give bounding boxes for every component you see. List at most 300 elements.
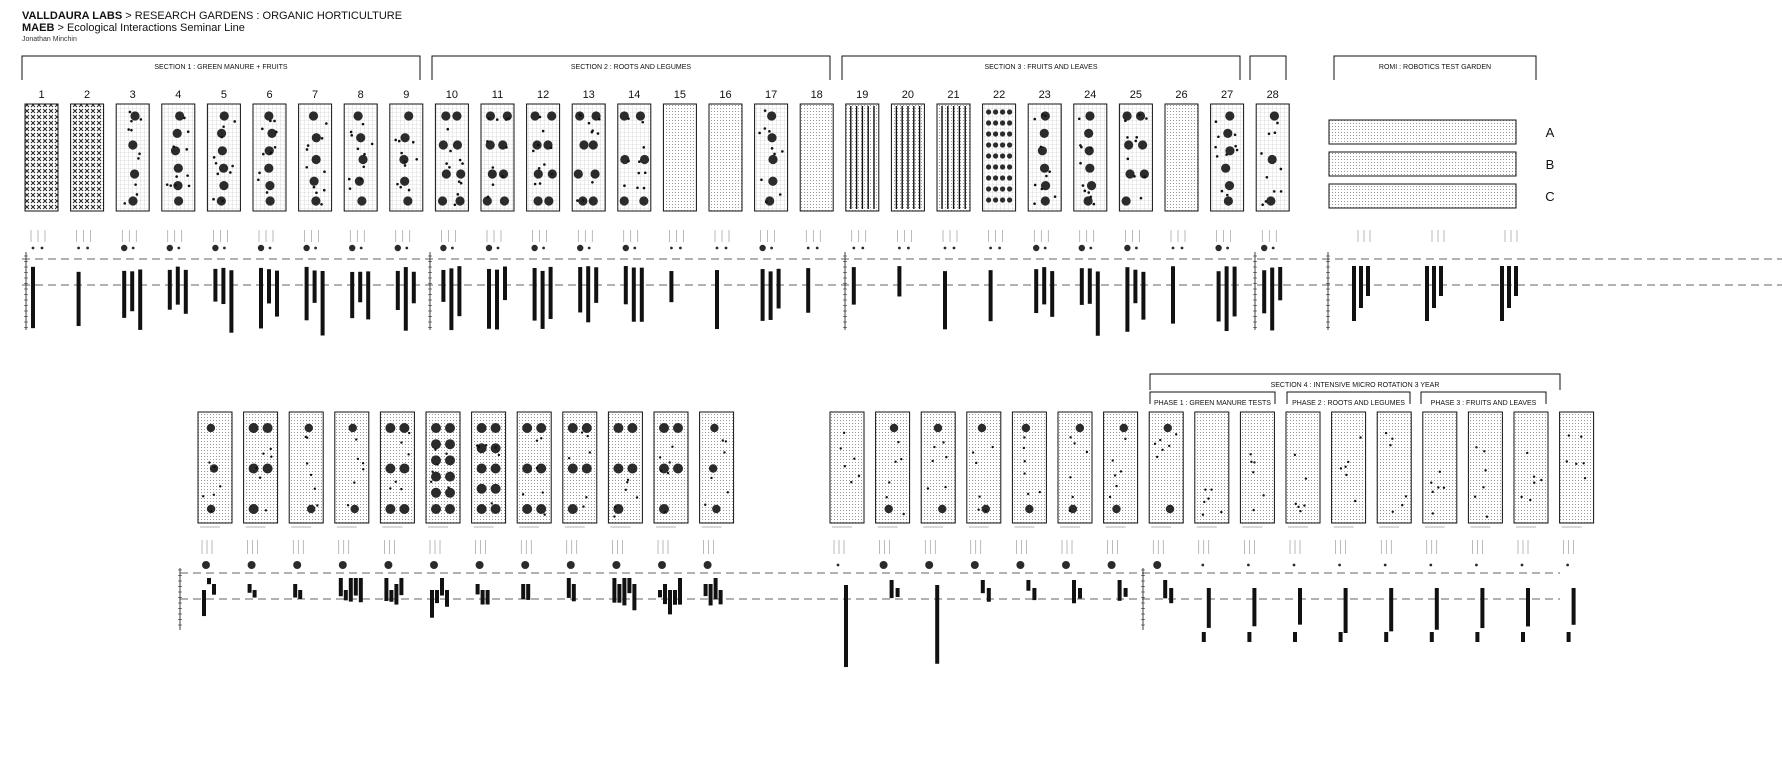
plant-dot <box>445 504 455 514</box>
interaction-bar <box>844 585 848 667</box>
interaction-bar <box>935 585 939 664</box>
legend-dot <box>1475 564 1478 567</box>
plot-bed <box>1286 412 1320 523</box>
plant-dot <box>1000 197 1005 202</box>
seedling-dot <box>1405 495 1407 497</box>
plot-25 <box>1119 89 1152 251</box>
seedling-dot <box>1584 477 1586 479</box>
seedling-dot <box>269 120 272 123</box>
interaction-bar <box>1278 267 1282 300</box>
seedling-dot <box>542 491 544 493</box>
plant-dot <box>210 464 218 472</box>
legend-dot <box>1181 247 1184 250</box>
plot-number: 9 <box>403 89 410 101</box>
plant-dot <box>1022 424 1030 432</box>
interaction-bar <box>1233 267 1237 317</box>
seedling-dot <box>643 187 646 190</box>
plot-number: 11 <box>491 89 504 101</box>
legend-dot <box>430 561 438 569</box>
plot-27 <box>1211 89 1244 251</box>
program-name: MAEB <box>22 22 55 34</box>
interaction-bar <box>130 271 134 311</box>
plot-number: 24 <box>1084 89 1097 101</box>
plot-24 <box>1074 89 1107 251</box>
seedling-dot <box>454 203 457 206</box>
plant-dot <box>1268 155 1277 164</box>
seedling-dot <box>671 446 673 448</box>
plot-26 <box>1165 89 1198 249</box>
seedling-dot <box>323 189 326 192</box>
plant-dot <box>1041 196 1050 205</box>
seedling-dot <box>487 196 490 199</box>
plant-dot <box>1084 129 1093 138</box>
section-top-5-label: ROMI : ROBOTICS TEST GARDEN <box>1378 64 1492 71</box>
interaction-bar <box>1247 632 1251 642</box>
legend-dot <box>349 245 355 251</box>
seedling-dot <box>399 186 402 189</box>
seedling-dot <box>434 449 436 451</box>
interaction-bar <box>31 267 35 328</box>
interaction-bar <box>1344 588 1348 633</box>
row-label-a: A <box>1545 125 1555 140</box>
seedling-dot <box>496 118 499 121</box>
legend-dot <box>1172 247 1175 250</box>
plant-dot <box>357 196 366 205</box>
seedling-dot <box>614 506 616 508</box>
interaction-bar <box>486 590 490 605</box>
interaction-bar <box>1207 588 1211 628</box>
plant-dot <box>1112 505 1120 513</box>
interaction-bar <box>709 584 713 605</box>
plot-bed <box>435 104 468 211</box>
plant-dot <box>1266 196 1275 205</box>
seedling-dot <box>130 129 133 132</box>
seedling-dot <box>315 191 318 194</box>
plant-dot <box>349 424 357 432</box>
seedling-dot <box>1112 459 1114 461</box>
plot-10 <box>435 89 468 251</box>
plant-dot <box>993 186 998 191</box>
interaction-bar <box>1072 580 1076 603</box>
seedling-dot <box>404 164 407 167</box>
plot-number: 21 <box>947 89 960 101</box>
program-separator: > <box>54 22 67 34</box>
seedling-dot <box>538 167 541 170</box>
interaction-bar <box>549 267 553 319</box>
interaction-bar <box>1526 588 1530 626</box>
breadcrumb-path: RESEARCH GARDENS : ORGANIC HORTICULTURE <box>134 10 403 22</box>
legend-dot <box>269 247 272 250</box>
seedling-dot <box>1161 449 1163 451</box>
plot-bed <box>800 104 833 211</box>
seedling-dot <box>1069 476 1071 478</box>
plant-dot <box>620 155 629 164</box>
interaction-bar <box>1096 271 1100 335</box>
interaction-bar <box>440 578 444 596</box>
plant-dot <box>1122 196 1131 205</box>
plot-number: 26 <box>1175 89 1188 101</box>
row-label-c: C <box>1545 189 1555 204</box>
interaction-bar <box>1293 632 1297 642</box>
legend-dot <box>925 561 933 569</box>
plant-dot <box>993 175 998 180</box>
legend-dot <box>202 561 210 569</box>
seedling-dot <box>314 488 316 490</box>
seedling-dot <box>213 466 215 468</box>
seedling-dot <box>400 488 402 490</box>
legend-dot <box>716 247 719 250</box>
plant-dot <box>385 464 395 474</box>
interaction-bar <box>1567 632 1571 642</box>
seedling-dot <box>459 159 462 162</box>
legend-dot <box>1124 245 1130 251</box>
interaction-bar <box>441 270 445 302</box>
interaction-bar <box>253 590 257 598</box>
seedling-dot <box>1580 435 1582 437</box>
phase-3-label: PHASE 3 : FRUITS AND LEAVES <box>1430 400 1537 407</box>
seedling-dot <box>357 147 360 150</box>
seedling-dot <box>127 128 130 131</box>
path-separator: > <box>122 10 135 22</box>
seedling-dot <box>172 145 175 148</box>
interaction-bar <box>1339 632 1343 642</box>
legend-dot <box>567 561 575 569</box>
plot-bottom-right-15 <box>1468 412 1502 566</box>
seedling-dot <box>187 130 190 133</box>
plant-dot <box>431 472 441 482</box>
seedling-dot <box>1040 146 1043 149</box>
seedling-dot <box>389 487 391 489</box>
legend-dot <box>1153 561 1161 569</box>
plant-dot <box>986 142 991 147</box>
phase-2-label: PHASE 2 : ROOTS AND LEGUMES <box>1292 400 1405 407</box>
interaction-bar <box>1042 267 1046 304</box>
legend-dot <box>759 245 765 251</box>
seedling-dot <box>1109 496 1111 498</box>
interaction-bar <box>1169 588 1173 603</box>
seedling-dot <box>398 140 401 143</box>
plot-bottom-right-7 <box>1104 412 1138 569</box>
plant-dot <box>500 196 509 205</box>
seedling-dot <box>1575 463 1577 465</box>
interaction-bar <box>1389 588 1393 631</box>
seedling-dot <box>1401 504 1403 506</box>
bottom-plot-row <box>198 412 1594 569</box>
seedling-dot <box>900 458 902 460</box>
plot-23 <box>1028 89 1061 251</box>
seedling-dot <box>544 513 546 515</box>
seedling-dot <box>1354 500 1356 502</box>
plot-bottom-right-11 <box>1286 412 1320 566</box>
legend-dot <box>1079 245 1085 251</box>
seedling-dot <box>550 146 553 149</box>
seedling-dot <box>1034 184 1037 187</box>
seedling-dot <box>394 139 397 142</box>
interaction-bar <box>212 584 216 595</box>
seedling-dot <box>1347 461 1349 463</box>
plot-bed <box>71 104 104 211</box>
plant-dot <box>938 505 946 513</box>
seedling-dot <box>933 446 935 448</box>
interaction-bar <box>632 584 636 610</box>
legend-dot <box>476 561 484 569</box>
legend-dot <box>588 247 591 250</box>
plot-bed <box>830 412 864 523</box>
interaction-bar <box>248 584 252 593</box>
plot-1 <box>25 89 58 249</box>
seedling-dot <box>1482 486 1484 488</box>
seedling-dot <box>1027 493 1029 495</box>
interaction-bar <box>1514 266 1518 296</box>
plant-dot <box>590 169 599 178</box>
seedling-dot <box>931 460 933 462</box>
interaction-bar <box>1384 632 1388 642</box>
seedling-dot <box>844 465 846 467</box>
seedling-dot <box>1054 195 1057 198</box>
plant-dot <box>1000 120 1005 125</box>
legend-dot <box>944 247 947 250</box>
plant-dot <box>431 504 441 514</box>
legend-dot <box>670 247 673 250</box>
plot-11 <box>481 89 514 251</box>
interaction-bar <box>457 266 461 316</box>
plant-dot <box>1007 120 1012 125</box>
legend-dot <box>1108 561 1116 569</box>
interaction-bar <box>669 271 673 302</box>
seedling-dot <box>1127 158 1130 161</box>
plot-bed <box>1423 412 1457 523</box>
plant-dot <box>438 196 447 205</box>
seedling-dot <box>537 144 540 147</box>
seedling-dot <box>1236 149 1239 152</box>
interaction-bar <box>612 578 616 603</box>
seedling-dot <box>1154 443 1156 445</box>
seedling-dot <box>360 178 363 181</box>
seedling-dot <box>725 440 727 442</box>
plot-bottom-right-4 <box>967 412 1001 569</box>
seedling-dot <box>1566 460 1568 462</box>
interaction-bar <box>719 590 723 604</box>
plant-dot <box>986 186 991 191</box>
seedling-dot <box>274 146 277 149</box>
plant-dot <box>1007 131 1012 136</box>
seedling-dot <box>445 453 447 455</box>
plot-bottom-right-14 <box>1423 412 1457 566</box>
interaction-bar <box>533 268 537 321</box>
interaction-bar <box>594 267 598 303</box>
seedling-dot <box>491 502 493 504</box>
seedling-dot <box>1486 516 1488 518</box>
plant-dot <box>712 505 720 513</box>
seedling-dot <box>445 162 448 165</box>
legend-dot <box>1293 564 1296 567</box>
seedling-dot <box>363 153 366 156</box>
top-section-brackets <box>22 56 1536 80</box>
plant-dot <box>993 197 998 202</box>
row-label-b: B <box>1545 157 1555 172</box>
seedling-dot <box>1215 120 1218 123</box>
interaction-bar <box>1359 266 1363 308</box>
interaction-bar <box>396 271 400 310</box>
plant-dot <box>522 423 532 433</box>
plot-14 <box>618 89 651 251</box>
seedling-dot <box>138 152 141 155</box>
interaction-bar <box>344 590 348 600</box>
plant-dot <box>1007 164 1012 169</box>
seedling-dot <box>1041 113 1044 116</box>
plant-dot <box>1040 129 1049 138</box>
plot-number: 28 <box>1266 89 1279 101</box>
seedling-dot <box>348 178 351 181</box>
plant-dot <box>1007 186 1012 191</box>
seedling-dot <box>447 486 449 488</box>
seedling-dot <box>710 477 712 479</box>
plot-bottom-left-3 <box>289 412 323 569</box>
seedling-dot <box>257 178 260 181</box>
plot-bottom-right-1 <box>830 412 864 566</box>
section-top-2-label: SECTION 2 : ROOTS AND LEGUMES <box>570 64 692 71</box>
plant-dot <box>986 153 991 158</box>
seedling-dot <box>1202 514 1204 516</box>
seedling-dot <box>355 438 357 440</box>
seedling-dot <box>350 131 353 134</box>
legend-dot <box>1016 561 1024 569</box>
legend-dot <box>77 247 80 250</box>
seedling-dot <box>1439 471 1441 473</box>
legend-dot <box>339 561 347 569</box>
seedling-dot <box>505 118 508 121</box>
seedling-dot <box>840 447 842 449</box>
plot-21 <box>937 89 970 249</box>
seedling-dot <box>1225 153 1228 156</box>
seedling-dot <box>136 193 139 196</box>
plot-28 <box>1256 89 1289 251</box>
plant-dot <box>174 196 183 205</box>
plant-dot <box>266 196 275 205</box>
interaction-bar <box>714 578 718 599</box>
plot-number: 1 <box>38 89 45 101</box>
seedling-dot <box>1252 471 1254 473</box>
legend-dot <box>542 247 545 250</box>
plot-number: 14 <box>628 89 641 101</box>
legend-dot <box>679 247 682 250</box>
plant-dot <box>128 196 137 205</box>
seedling-dot <box>626 481 628 483</box>
seedling-dot <box>436 463 438 465</box>
seedling-dot <box>1069 510 1071 512</box>
plant-dot <box>582 423 592 433</box>
interaction-bar <box>358 272 362 303</box>
interaction-bar <box>1500 266 1504 321</box>
seedling-dot <box>270 448 272 450</box>
seedling-dot <box>1204 488 1206 490</box>
seedling-dot <box>1159 439 1161 441</box>
seedling-dot <box>140 118 143 121</box>
plant-dot <box>307 505 315 513</box>
seedling-dot <box>1234 133 1237 136</box>
plant-dot <box>884 505 892 513</box>
seedling-dot <box>320 203 323 206</box>
seedling-dot <box>1533 482 1535 484</box>
interaction-bar <box>1032 588 1036 600</box>
seedling-dot <box>591 181 594 184</box>
interaction-bar <box>1225 266 1229 331</box>
interaction-bar <box>293 584 297 598</box>
plant-dot <box>986 175 991 180</box>
plot-bottom-left-1 <box>198 412 232 569</box>
plant-dot <box>659 464 669 474</box>
interaction-bar <box>617 584 621 603</box>
interaction-bar <box>704 584 708 596</box>
plot-bed <box>1165 104 1198 211</box>
seedling-dot <box>498 454 500 456</box>
seedling-dot <box>781 150 784 153</box>
interaction-bar <box>586 266 590 322</box>
seedling-dot <box>233 120 236 123</box>
seedling-dot <box>858 475 860 477</box>
seedling-dot <box>582 199 585 202</box>
seedling-dot <box>362 166 365 169</box>
plot-number: 4 <box>175 89 182 101</box>
interaction-bar <box>632 268 636 322</box>
interaction-bar <box>1080 268 1084 305</box>
seedling-dot <box>1082 184 1085 187</box>
interaction-bar <box>207 578 211 584</box>
seedling-dot <box>1220 511 1222 513</box>
interaction-bar <box>1366 266 1370 296</box>
plant-dot <box>1007 142 1012 147</box>
seedling-dot <box>488 117 491 120</box>
seedling-dot <box>1385 432 1387 434</box>
seedling-dot <box>261 128 264 131</box>
seedling-dot <box>221 136 224 139</box>
seedling-dot <box>486 140 489 143</box>
plant-dot <box>1000 175 1005 180</box>
plant-dot <box>640 155 649 164</box>
plant-dot <box>1270 111 1279 120</box>
plant-dot <box>264 111 273 120</box>
seedling-dot <box>1140 197 1143 200</box>
seedling-dot <box>1023 436 1025 438</box>
plant-dot <box>534 169 543 178</box>
plant-dot <box>488 169 497 178</box>
interaction-bar <box>77 272 81 326</box>
section-top-3-label: SECTION 3 : FRUITS AND LEAVES <box>984 64 1098 71</box>
plant-dot <box>431 455 441 465</box>
seedling-dot <box>1249 453 1251 455</box>
seedling-dot <box>1156 456 1158 458</box>
seedling-dot <box>536 439 538 441</box>
seedling-dot <box>942 441 944 443</box>
plant-dot <box>431 488 441 498</box>
plot-15 <box>663 89 696 249</box>
legend-dot <box>704 561 712 569</box>
seedling-dot <box>169 184 172 187</box>
seedling-dot <box>502 175 505 178</box>
legend-dot <box>1215 245 1221 251</box>
plant-dot <box>305 424 313 432</box>
plot-8 <box>344 89 377 251</box>
plant-dot <box>1007 109 1012 114</box>
interaction-bar <box>1432 266 1436 308</box>
plot-bottom-left-5 <box>380 412 414 569</box>
seedling-dot <box>667 472 669 474</box>
seedling-dot <box>1086 451 1088 453</box>
seedling-dot <box>625 489 627 491</box>
seedling-dot <box>1474 496 1476 498</box>
interaction-bar <box>1026 580 1030 591</box>
seedling-dot <box>534 183 537 186</box>
